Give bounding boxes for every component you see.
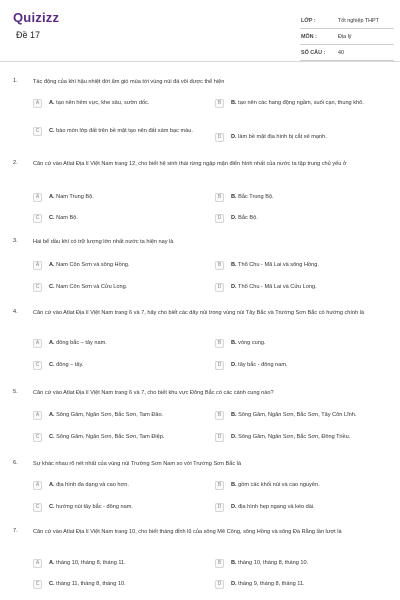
question-text: Hai bể dầu khí có trữ lượng lớn nhất nước ta hiện nay là <box>33 239 174 245</box>
option-text: tháng 10, tháng 8, tháng 11. <box>56 560 126 566</box>
option-label: D. <box>231 504 237 510</box>
option-c[interactable] <box>33 214 196 231</box>
option-letter-box[interactable]: B <box>215 339 224 348</box>
option-text: Sông Gâm, Ngân Sơn, Bắc Sơn, Tây Côn Lĩnh. <box>238 412 357 418</box>
info-value: Địa lý <box>338 34 352 40</box>
option-letter-box[interactable]: D <box>215 580 224 589</box>
option-letter-box[interactable]: D <box>215 214 224 223</box>
option-text: địa hình đa dạng và cao hơn. <box>56 482 129 488</box>
option-b[interactable] <box>215 411 378 428</box>
option-d[interactable] <box>215 361 378 378</box>
option-letter-box[interactable]: A <box>33 99 42 108</box>
info-key: MÔN : <box>301 34 317 40</box>
option-label: A. <box>49 194 55 200</box>
option-a[interactable] <box>33 481 196 498</box>
option-text: Nam Côn Sơn và Cửu Long. <box>56 284 128 290</box>
option-letter-box[interactable]: A <box>33 411 42 420</box>
option-label: B. <box>231 412 237 418</box>
option-label: A. <box>49 100 55 106</box>
option-letter-box[interactable]: D <box>215 133 224 142</box>
worksheet-info <box>300 14 394 62</box>
option-label: C. <box>49 284 55 290</box>
option-text: Nam Côn Sơn và sông Hồng. <box>56 262 130 268</box>
option-label: C. <box>49 215 55 221</box>
option-letter-box[interactable]: B <box>215 411 224 420</box>
option-d[interactable] <box>215 133 378 150</box>
question-number: 1. <box>13 78 18 84</box>
option-text: tháng 9, tháng 8, tháng 11. <box>238 581 305 587</box>
option-label: A. <box>49 262 55 268</box>
question-number: 6. <box>13 460 18 466</box>
option-a[interactable] <box>33 193 196 210</box>
option-c[interactable] <box>33 283 196 300</box>
option-label: C. <box>49 581 55 587</box>
option-text: Nam Bộ. <box>56 215 78 221</box>
option-letter-box[interactable]: D <box>215 361 224 370</box>
question-number: 3. <box>13 238 18 244</box>
option-letter-box[interactable]: B <box>215 99 224 108</box>
option-label: B. <box>231 262 237 268</box>
option-text: Sông Gâm, Ngân Sơn, Bắc Sơn, Tam Đảo. <box>56 412 164 418</box>
option-letter-box[interactable]: C <box>33 503 42 512</box>
worksheet-title: Đề 17 <box>16 30 41 40</box>
option-text: tháng 10, tháng 8, tháng 10. <box>238 560 309 566</box>
option-label: B. <box>231 100 237 106</box>
option-text: Nam Trung Bộ. <box>56 194 94 200</box>
option-text: vòng cung. <box>238 340 266 346</box>
option-c[interactable] <box>33 580 196 597</box>
info-key: SỐ CÂU : <box>301 50 326 56</box>
info-key: LỚP : <box>301 18 316 24</box>
option-letter-box[interactable]: C <box>33 433 42 442</box>
option-label: C. <box>49 362 55 368</box>
option-letter-box[interactable]: B <box>215 193 224 202</box>
option-b[interactable] <box>215 261 378 278</box>
option-c[interactable] <box>33 127 196 144</box>
worksheet-header <box>0 0 400 62</box>
option-text: Thổ Chu - Mã Lai và Cửu Long. <box>238 284 317 290</box>
option-b[interactable] <box>215 481 378 498</box>
option-label: A. <box>49 412 55 418</box>
option-a[interactable] <box>33 411 196 428</box>
option-label: B. <box>231 194 237 200</box>
question-number: 4. <box>13 309 18 315</box>
option-text: tạo nên các hang động ngầm, suối cạn, thung khô. <box>238 100 364 106</box>
info-value: Tốt nghiệp THPT <box>338 18 379 24</box>
option-label: B. <box>231 482 237 488</box>
option-label: D. <box>231 362 237 368</box>
option-text: Thổ Chu - Mã Lai và sông Hồng. <box>238 262 319 268</box>
option-letter-box[interactable]: D <box>215 283 224 292</box>
option-letter-box[interactable]: C <box>33 127 42 136</box>
option-text: đông – tây. <box>56 362 84 368</box>
option-b[interactable] <box>215 339 378 356</box>
option-text: tháng 11, tháng 8, tháng 10. <box>56 581 126 587</box>
option-d[interactable] <box>215 214 378 231</box>
option-label: D. <box>231 581 237 587</box>
option-text: Sông Gâm, Ngân Sơn, Bắc Sơn, Đông Triều. <box>238 434 351 440</box>
option-letter-box[interactable]: A <box>33 481 42 490</box>
option-letter-box[interactable]: B <box>215 481 224 490</box>
option-letter-box[interactable]: C <box>33 214 42 223</box>
option-d[interactable] <box>215 433 378 450</box>
option-label: C. <box>49 128 55 134</box>
option-d[interactable] <box>215 503 378 520</box>
option-letter-box[interactable]: A <box>33 339 42 348</box>
option-text: bào mòn lớp đất trên bề mặt tạo nên đất xám bạc màu. <box>56 128 193 134</box>
option-text: gồm các khối núi và cao nguyên. <box>238 482 320 488</box>
option-d[interactable] <box>215 283 378 300</box>
option-letter-box[interactable]: C <box>33 580 42 589</box>
question-text: Căn cứ vào Atlat Địa lí Việt Nam trang 10, cho biết tháng đỉnh lũ của sông Mê Công, sông Hồng và sông Đà Rằng lần lượt là <box>33 529 342 535</box>
option-letter-box[interactable]: C <box>33 283 42 292</box>
option-label: A. <box>49 482 55 488</box>
question-number: 5. <box>13 389 18 395</box>
option-label: D. <box>231 284 237 290</box>
option-label: B. <box>231 560 237 566</box>
info-row-grade <box>300 14 394 29</box>
option-label: B. <box>231 340 237 346</box>
question-text: Sự khác nhau rõ nét nhất của vùng núi Trường Sơn Nam so với Trường Sơn Bắc là <box>33 461 242 467</box>
option-letter-box[interactable]: A <box>33 261 42 270</box>
option-text: Bắc Bộ. <box>238 215 258 221</box>
info-value: 40 <box>338 50 344 56</box>
option-a[interactable] <box>33 559 196 576</box>
option-c[interactable] <box>33 361 196 378</box>
question-text: Tác động của khí hậu nhiệt đới ẩm gió mùa tới vùng núi đá vôi được thể hiện <box>33 79 225 85</box>
option-letter-box[interactable]: D <box>215 503 224 512</box>
option-letter-box[interactable]: B <box>215 261 224 270</box>
option-label: D. <box>231 215 237 221</box>
option-text: làm bề mặt địa hình bị cắt xẻ mạnh. <box>238 134 327 140</box>
question-number: 2. <box>13 160 18 166</box>
info-row-count <box>300 46 394 61</box>
option-label: D. <box>231 434 237 440</box>
option-c[interactable] <box>33 433 196 450</box>
info-row-subject <box>300 30 394 45</box>
option-label: D. <box>231 134 237 140</box>
option-letter-box[interactable]: C <box>33 361 42 370</box>
question-text: Căn cứ vào Atlat Địa lí Việt Nam trang 12, cho biết hệ sinh thái rừng ngập mặn điển hình nhất của nước ta tập trung chủ yếu ở <box>33 161 347 167</box>
option-a[interactable] <box>33 261 196 278</box>
question-text: Căn cứ vào Atlat Địa lí Việt Nam trang 6 và 7, cho biết khu vực Đông Bắc có các cánh cung nào? <box>33 390 274 396</box>
option-letter-box[interactable]: B <box>215 559 224 568</box>
option-label: C. <box>49 434 55 440</box>
option-letter-box[interactable]: A <box>33 559 42 568</box>
option-label: A. <box>49 560 55 566</box>
option-c[interactable] <box>33 503 196 520</box>
option-text: Sông Gâm, Ngân Sơn, Bắc Sơn, Tam Điệp. <box>56 434 165 440</box>
question-text: Căn cứ vào Atlat Địa lí Việt Nam trang 6 và 7, hãy cho biết các dãy núi trong vùng núi Tây Bắc và Trường Sơn Bắc có hướng chính là <box>33 310 365 316</box>
option-text: tạo nên hẻm vực, khe sâu, sườn dốc. <box>56 100 150 106</box>
option-label: A. <box>49 340 55 346</box>
option-letter-box[interactable]: A <box>33 193 42 202</box>
option-text: tây bắc - đông nam. <box>238 362 288 368</box>
option-text: hướng núi tây bắc - đông nam. <box>56 504 133 510</box>
option-label: C. <box>49 504 55 510</box>
option-a[interactable] <box>33 339 196 356</box>
option-letter-box[interactable]: D <box>215 433 224 442</box>
question-number: 7. <box>13 528 18 534</box>
option-b[interactable] <box>215 559 378 576</box>
option-a[interactable] <box>33 99 196 116</box>
option-b[interactable] <box>215 99 378 116</box>
option-b[interactable] <box>215 193 378 210</box>
option-d[interactable] <box>215 580 378 597</box>
quizizz-logo: Quizizz <box>13 10 60 25</box>
option-text: địa hình hẹp ngang và kéo dài. <box>238 504 315 510</box>
option-text: đông bắc – tây nam. <box>56 340 107 346</box>
option-text: Bắc Trung Bộ. <box>238 194 274 200</box>
